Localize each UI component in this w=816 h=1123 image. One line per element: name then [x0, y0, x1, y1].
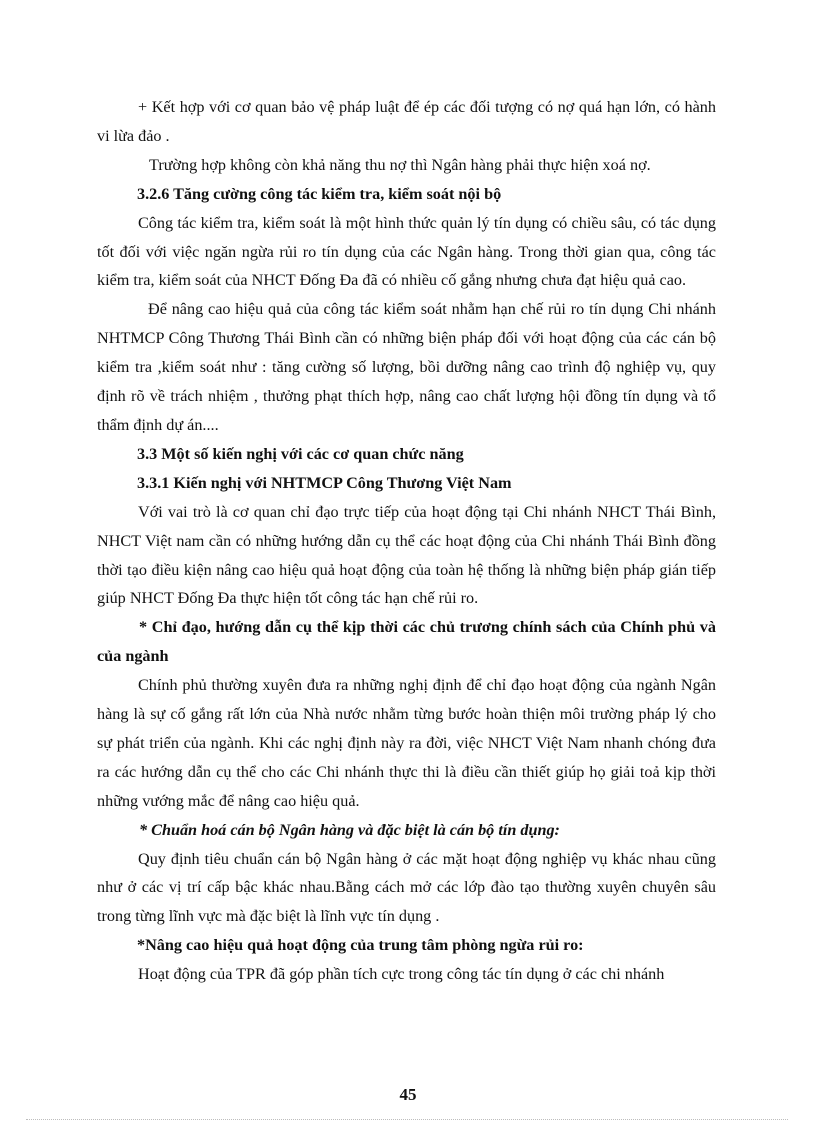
heading-staff-standardization: * Chuẩn hoá cán bộ Ngân hàng và đặc biệt là cán bộ tín dụng: [139, 820, 560, 839]
heading-3-2-6: 3.2.6 Tăng cường công tác kiểm tra, kiểm soát nội bộ [137, 184, 502, 203]
heading-policy-guidance: * Chỉ đạo, hướng dẫn cụ thể kịp thời các chủ trương chính sách của Chính phủ và của ngành [97, 618, 716, 666]
paragraph-inspection-intro: Công tác kiểm tra, kiểm soát là một hình thức quản lý tín dụng có chiều sâu, có tác dụng tốt đối với việc ngăn ngừa rủi ro tín dụng của các Ngân hàng. Trong thời gian qua, công tác kiểm tra, kiểm soát của NHCT Đống Đa đã có nhiều cố gắng nhưng chưa đạt hiệu quả cao. [97, 213, 716, 290]
paragraph-tpr-activity: Hoạt động của TPR đã góp phần tích cực trong công tác tín dụng ở các chi nhánh [138, 965, 665, 984]
paragraph-inspection-measures: Để nâng cao hiệu quả của công tác kiểm soát nhằm hạn chế rủi ro tín dụng Chi nhánh NHTMCP Công Thương Thái Bình cần có những biện pháp đối với hoạt động của các cán bộ kiểm tra ,kiểm soát như : tăng cường số lượng, bồi dưỡng nâng cao trình độ nghiệp vụ, quy định rõ về trách nhiệm , thưởng phạt thích hợp, nâng cao chất lượng hội đồng tín dụng và tổ thẩm định dự án.... [97, 300, 716, 434]
paragraph-government-decrees: Chính phủ thường xuyên đưa ra những nghị định để chỉ đạo hoạt động của ngành Ngân hàng là sự cố gắng rất lớn của Nhà nước nhằm từng bước hoàn thiện môi trường pháp lý cho sự phát triển của ngành. Khi các nghị định này ra đời, việc NHCT Việt Nam nhanh chóng đưa ra các hướng dẫn cụ thể cho các Chi nhánh thực thi là điều cần thiết giúp họ giải toả kịp thời những vướng mắc để nâng cao hiệu quả. [97, 676, 716, 810]
paragraph-staff-standards: Quy định tiêu chuẩn cán bộ Ngân hàng ở các mặt hoạt động nghiệp vụ khác nhau cũng như ở các vị trí cấp bậc khác nhau.Bằng cách mở các lớp đào tạo thường xuyên chuyên sâu trong từng lĩnh vực mà đặc biệt là lĩnh vực tín dụng . [97, 849, 716, 926]
paragraph-head-office-role: Với vai trò là cơ quan chỉ đạo trực tiếp của hoạt động tại Chi nhánh NHCT Thái Bình, NHCT Việt nam cần có những hướng dẫn cụ thể các hoạt động của Chi nhánh Thái Bình đồng thời tạo điều kiện nâng cao hiệu quả hoạt động của toàn hệ thống là những biện pháp gián tiếp giúp NHCT Đống Đa thực hiện tốt công tác hạn chế rủi ro. [97, 502, 716, 608]
page-body [97, 93, 716, 989]
paragraph-legal-cooperation: + Kết hợp với cơ quan bảo vệ pháp luật để ép các đối tượng có nợ quá hạn lớn, có hành vi lừa đảo . [97, 98, 716, 145]
paragraph-debt-writeoff: Trường hợp không còn khả năng thu nợ thì Ngân hàng phải thực hiện xoá nợ. [149, 155, 651, 174]
footer-divider [26, 1119, 788, 1120]
page-number: 45 [399, 1085, 417, 1104]
heading-3-3: 3.3 Một số kiến nghị với các cơ quan chức năng [137, 444, 464, 463]
heading-risk-center: *Nâng cao hiệu quả hoạt động của trung tâm phòng ngừa rủi ro: [137, 936, 584, 955]
heading-3-3-1: 3.3.1 Kiến nghị với NHTMCP Công Thương Việt Nam [137, 473, 512, 492]
